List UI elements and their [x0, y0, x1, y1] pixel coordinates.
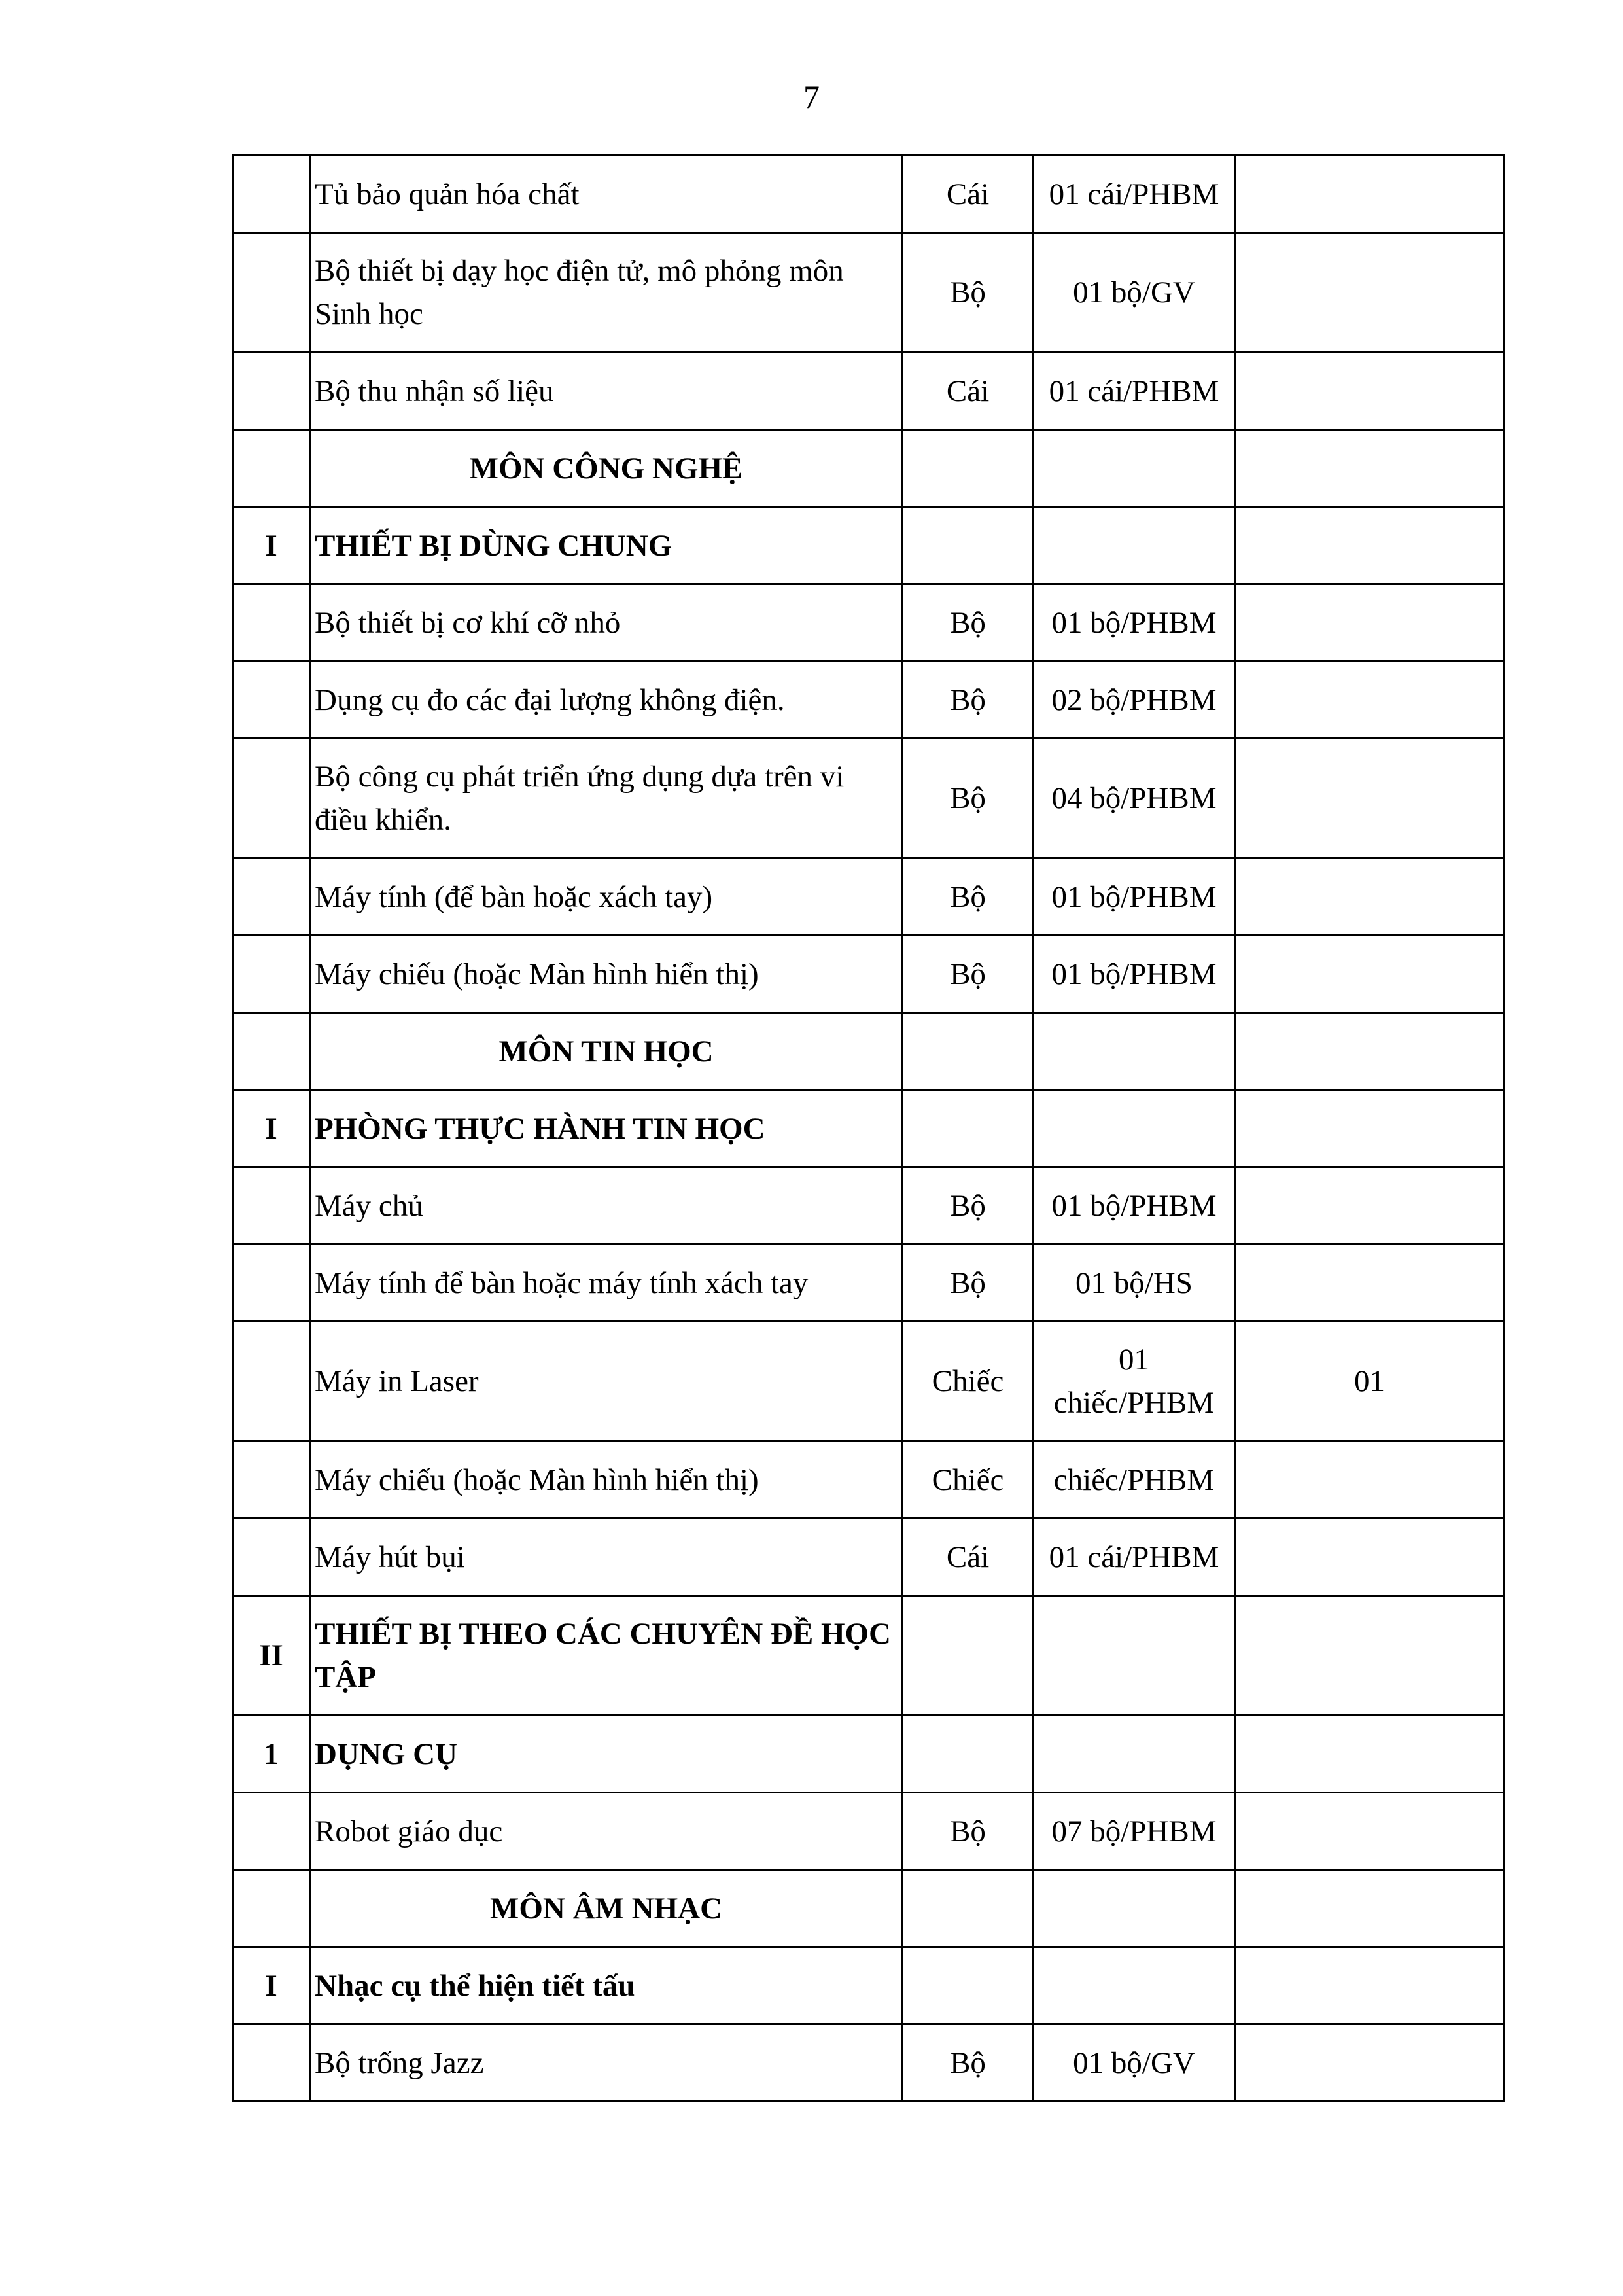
subject-header-row: [233, 1870, 1505, 1947]
equipment-name-cell: Robot giáo dục: [310, 1793, 903, 1870]
unit-cell: Bộ: [903, 2024, 1034, 2102]
row-number-cell: I: [233, 507, 310, 584]
table-row: [233, 584, 1505, 662]
table-row: [233, 936, 1505, 1013]
equipment-table-body: [233, 156, 1505, 2102]
note-cell: [1235, 936, 1505, 1013]
quantity-cell: 01 bộ/PHBM: [1034, 584, 1235, 662]
unit-cell: Cái: [903, 353, 1034, 430]
unit-cell: Bộ: [903, 936, 1034, 1013]
quantity-cell: [1034, 430, 1235, 507]
equipment-name-cell: Máy tính (để bàn hoặc xách tay): [310, 858, 903, 936]
unit-cell: [903, 1090, 1034, 1167]
table-row: [233, 353, 1505, 430]
unit-cell: [903, 1716, 1034, 1793]
note-cell: [1235, 1870, 1505, 1947]
row-number-cell: I: [233, 1090, 310, 1167]
quantity-cell: chiếc/PHBM: [1034, 1441, 1235, 1519]
row-number-cell: I: [233, 1947, 310, 2024]
row-number-cell: [233, 156, 310, 233]
row-number-cell: [233, 1013, 310, 1090]
note-cell: [1235, 1090, 1505, 1167]
equipment-name-cell: Bộ công cụ phát triển ứng dụng dựa trên vi điều khiển.: [310, 739, 903, 858]
table-row: [233, 1245, 1505, 1322]
table-row: [233, 1793, 1505, 1870]
equipment-name-cell: PHÒNG THỰC HÀNH TIN HỌC: [310, 1090, 903, 1167]
row-number-cell: [233, 1245, 310, 1322]
row-number-cell: [233, 858, 310, 936]
quantity-cell: [1034, 1013, 1235, 1090]
note-cell: [1235, 353, 1505, 430]
row-number-cell: [233, 739, 310, 858]
equipment-name-cell: Máy hút bụi: [310, 1519, 903, 1596]
note-cell: 01: [1235, 1322, 1505, 1441]
unit-cell: Bộ: [903, 662, 1034, 739]
note-cell: [1235, 2024, 1505, 2102]
table-row: [233, 1519, 1505, 1596]
row-number-cell: [233, 1519, 310, 1596]
note-cell: [1235, 1596, 1505, 1716]
note-cell: [1235, 662, 1505, 739]
quantity-cell: 01 bộ/GV: [1034, 2024, 1235, 2102]
quantity-cell: [1034, 507, 1235, 584]
unit-cell: [903, 1013, 1034, 1090]
section-header-row: [233, 1716, 1505, 1793]
section-header-row: [233, 1596, 1505, 1716]
quantity-cell: 01 bộ/GV: [1034, 233, 1235, 353]
equipment-name-cell: Tủ bảo quản hóa chất: [310, 156, 903, 233]
equipment-name-cell: Dụng cụ đo các đại lượng không điện.: [310, 662, 903, 739]
table-row: [233, 233, 1505, 353]
note-cell: [1235, 584, 1505, 662]
quantity-cell: 04 bộ/PHBM: [1034, 739, 1235, 858]
section-header-row: [233, 1947, 1505, 2024]
unit-cell: Bộ: [903, 858, 1034, 936]
table-row: [233, 1322, 1505, 1441]
equipment-name-cell: Bộ trống Jazz: [310, 2024, 903, 2102]
row-number-cell: [233, 353, 310, 430]
quantity-cell: 01 cái/PHBM: [1034, 156, 1235, 233]
quantity-cell: [1034, 1090, 1235, 1167]
equipment-name-cell: MÔN CÔNG NGHỆ: [310, 430, 903, 507]
table-row: [233, 2024, 1505, 2102]
row-number-cell: [233, 430, 310, 507]
equipment-table: [232, 154, 1505, 2102]
equipment-name-cell: Máy chiếu (hoặc Màn hình hiển thị): [310, 1441, 903, 1519]
unit-cell: Bộ: [903, 584, 1034, 662]
row-number-cell: [233, 1167, 310, 1245]
equipment-name-cell: Máy chiếu (hoặc Màn hình hiển thị): [310, 936, 903, 1013]
table-row: [233, 739, 1505, 858]
note-cell: [1235, 1167, 1505, 1245]
row-number-cell: [233, 936, 310, 1013]
equipment-name-cell: Máy tính để bàn hoặc máy tính xách tay: [310, 1245, 903, 1322]
unit-cell: Bộ: [903, 1793, 1034, 1870]
section-header-row: [233, 1090, 1505, 1167]
row-number-cell: [233, 1322, 310, 1441]
unit-cell: [903, 430, 1034, 507]
unit-cell: Chiếc: [903, 1441, 1034, 1519]
table-row: [233, 156, 1505, 233]
equipment-name-cell: DỤNG CỤ: [310, 1716, 903, 1793]
note-cell: [1235, 1519, 1505, 1596]
subject-header-row: [233, 1013, 1505, 1090]
quantity-cell: 07 bộ/PHBM: [1034, 1793, 1235, 1870]
note-cell: [1235, 1245, 1505, 1322]
quantity-cell: 01 cái/PHBM: [1034, 353, 1235, 430]
equipment-name-cell: Bộ thiết bị dạy học điện tử, mô phỏng môn Sinh học: [310, 233, 903, 353]
row-number-cell: [233, 233, 310, 353]
equipment-name-cell: Nhạc cụ thể hiện tiết tấu: [310, 1947, 903, 2024]
equipment-name-cell: Bộ thu nhận số liệu: [310, 353, 903, 430]
unit-cell: [903, 507, 1034, 584]
equipment-name-cell: Bộ thiết bị cơ khí cỡ nhỏ: [310, 584, 903, 662]
row-number-cell: 1: [233, 1716, 310, 1793]
unit-cell: [903, 1947, 1034, 2024]
quantity-cell: 02 bộ/PHBM: [1034, 662, 1235, 739]
note-cell: [1235, 1716, 1505, 1793]
note-cell: [1235, 1441, 1505, 1519]
unit-cell: Cái: [903, 1519, 1034, 1596]
row-number-cell: [233, 1793, 310, 1870]
note-cell: [1235, 858, 1505, 936]
table-row: [233, 662, 1505, 739]
equipment-name-cell: MÔN ÂM NHẠC: [310, 1870, 903, 1947]
equipment-name-cell: Máy chủ: [310, 1167, 903, 1245]
quantity-cell: [1034, 1596, 1235, 1716]
row-number-cell: [233, 2024, 310, 2102]
note-cell: [1235, 1947, 1505, 2024]
quantity-cell: 01 chiếc/PHBM: [1034, 1322, 1235, 1441]
row-number-cell: [233, 1441, 310, 1519]
row-number-cell: [233, 662, 310, 739]
quantity-cell: [1034, 1947, 1235, 2024]
subject-header-row: [233, 430, 1505, 507]
note-cell: [1235, 739, 1505, 858]
table-row: [233, 858, 1505, 936]
equipment-name-cell: MÔN TIN HỌC: [310, 1013, 903, 1090]
row-number-cell: [233, 584, 310, 662]
unit-cell: [903, 1870, 1034, 1947]
equipment-name-cell: Máy in Laser: [310, 1322, 903, 1441]
unit-cell: Bộ: [903, 233, 1034, 353]
table-row: [233, 1167, 1505, 1245]
unit-cell: Bộ: [903, 1245, 1034, 1322]
quantity-cell: [1034, 1870, 1235, 1947]
note-cell: [1235, 507, 1505, 584]
equipment-name-cell: THIẾT BỊ DÙNG CHUNG: [310, 507, 903, 584]
unit-cell: Bộ: [903, 739, 1034, 858]
unit-cell: Cái: [903, 156, 1034, 233]
note-cell: [1235, 1013, 1505, 1090]
row-number-cell: [233, 1870, 310, 1947]
table-row: [233, 1441, 1505, 1519]
equipment-name-cell: THIẾT BỊ THEO CÁC CHUYÊN ĐỀ HỌC TẬP: [310, 1596, 903, 1716]
row-number-cell: II: [233, 1596, 310, 1716]
quantity-cell: 01 cái/PHBM: [1034, 1519, 1235, 1596]
quantity-cell: 01 bộ/PHBM: [1034, 1167, 1235, 1245]
section-header-row: [233, 507, 1505, 584]
unit-cell: [903, 1596, 1034, 1716]
page-number: 7: [803, 79, 820, 115]
note-cell: [1235, 1793, 1505, 1870]
quantity-cell: 01 bộ/HS: [1034, 1245, 1235, 1322]
quantity-cell: 01 bộ/PHBM: [1034, 936, 1235, 1013]
quantity-cell: [1034, 1716, 1235, 1793]
unit-cell: Bộ: [903, 1167, 1034, 1245]
note-cell: [1235, 430, 1505, 507]
unit-cell: Chiếc: [903, 1322, 1034, 1441]
note-cell: [1235, 156, 1505, 233]
note-cell: [1235, 233, 1505, 353]
quantity-cell: 01 bộ/PHBM: [1034, 858, 1235, 936]
